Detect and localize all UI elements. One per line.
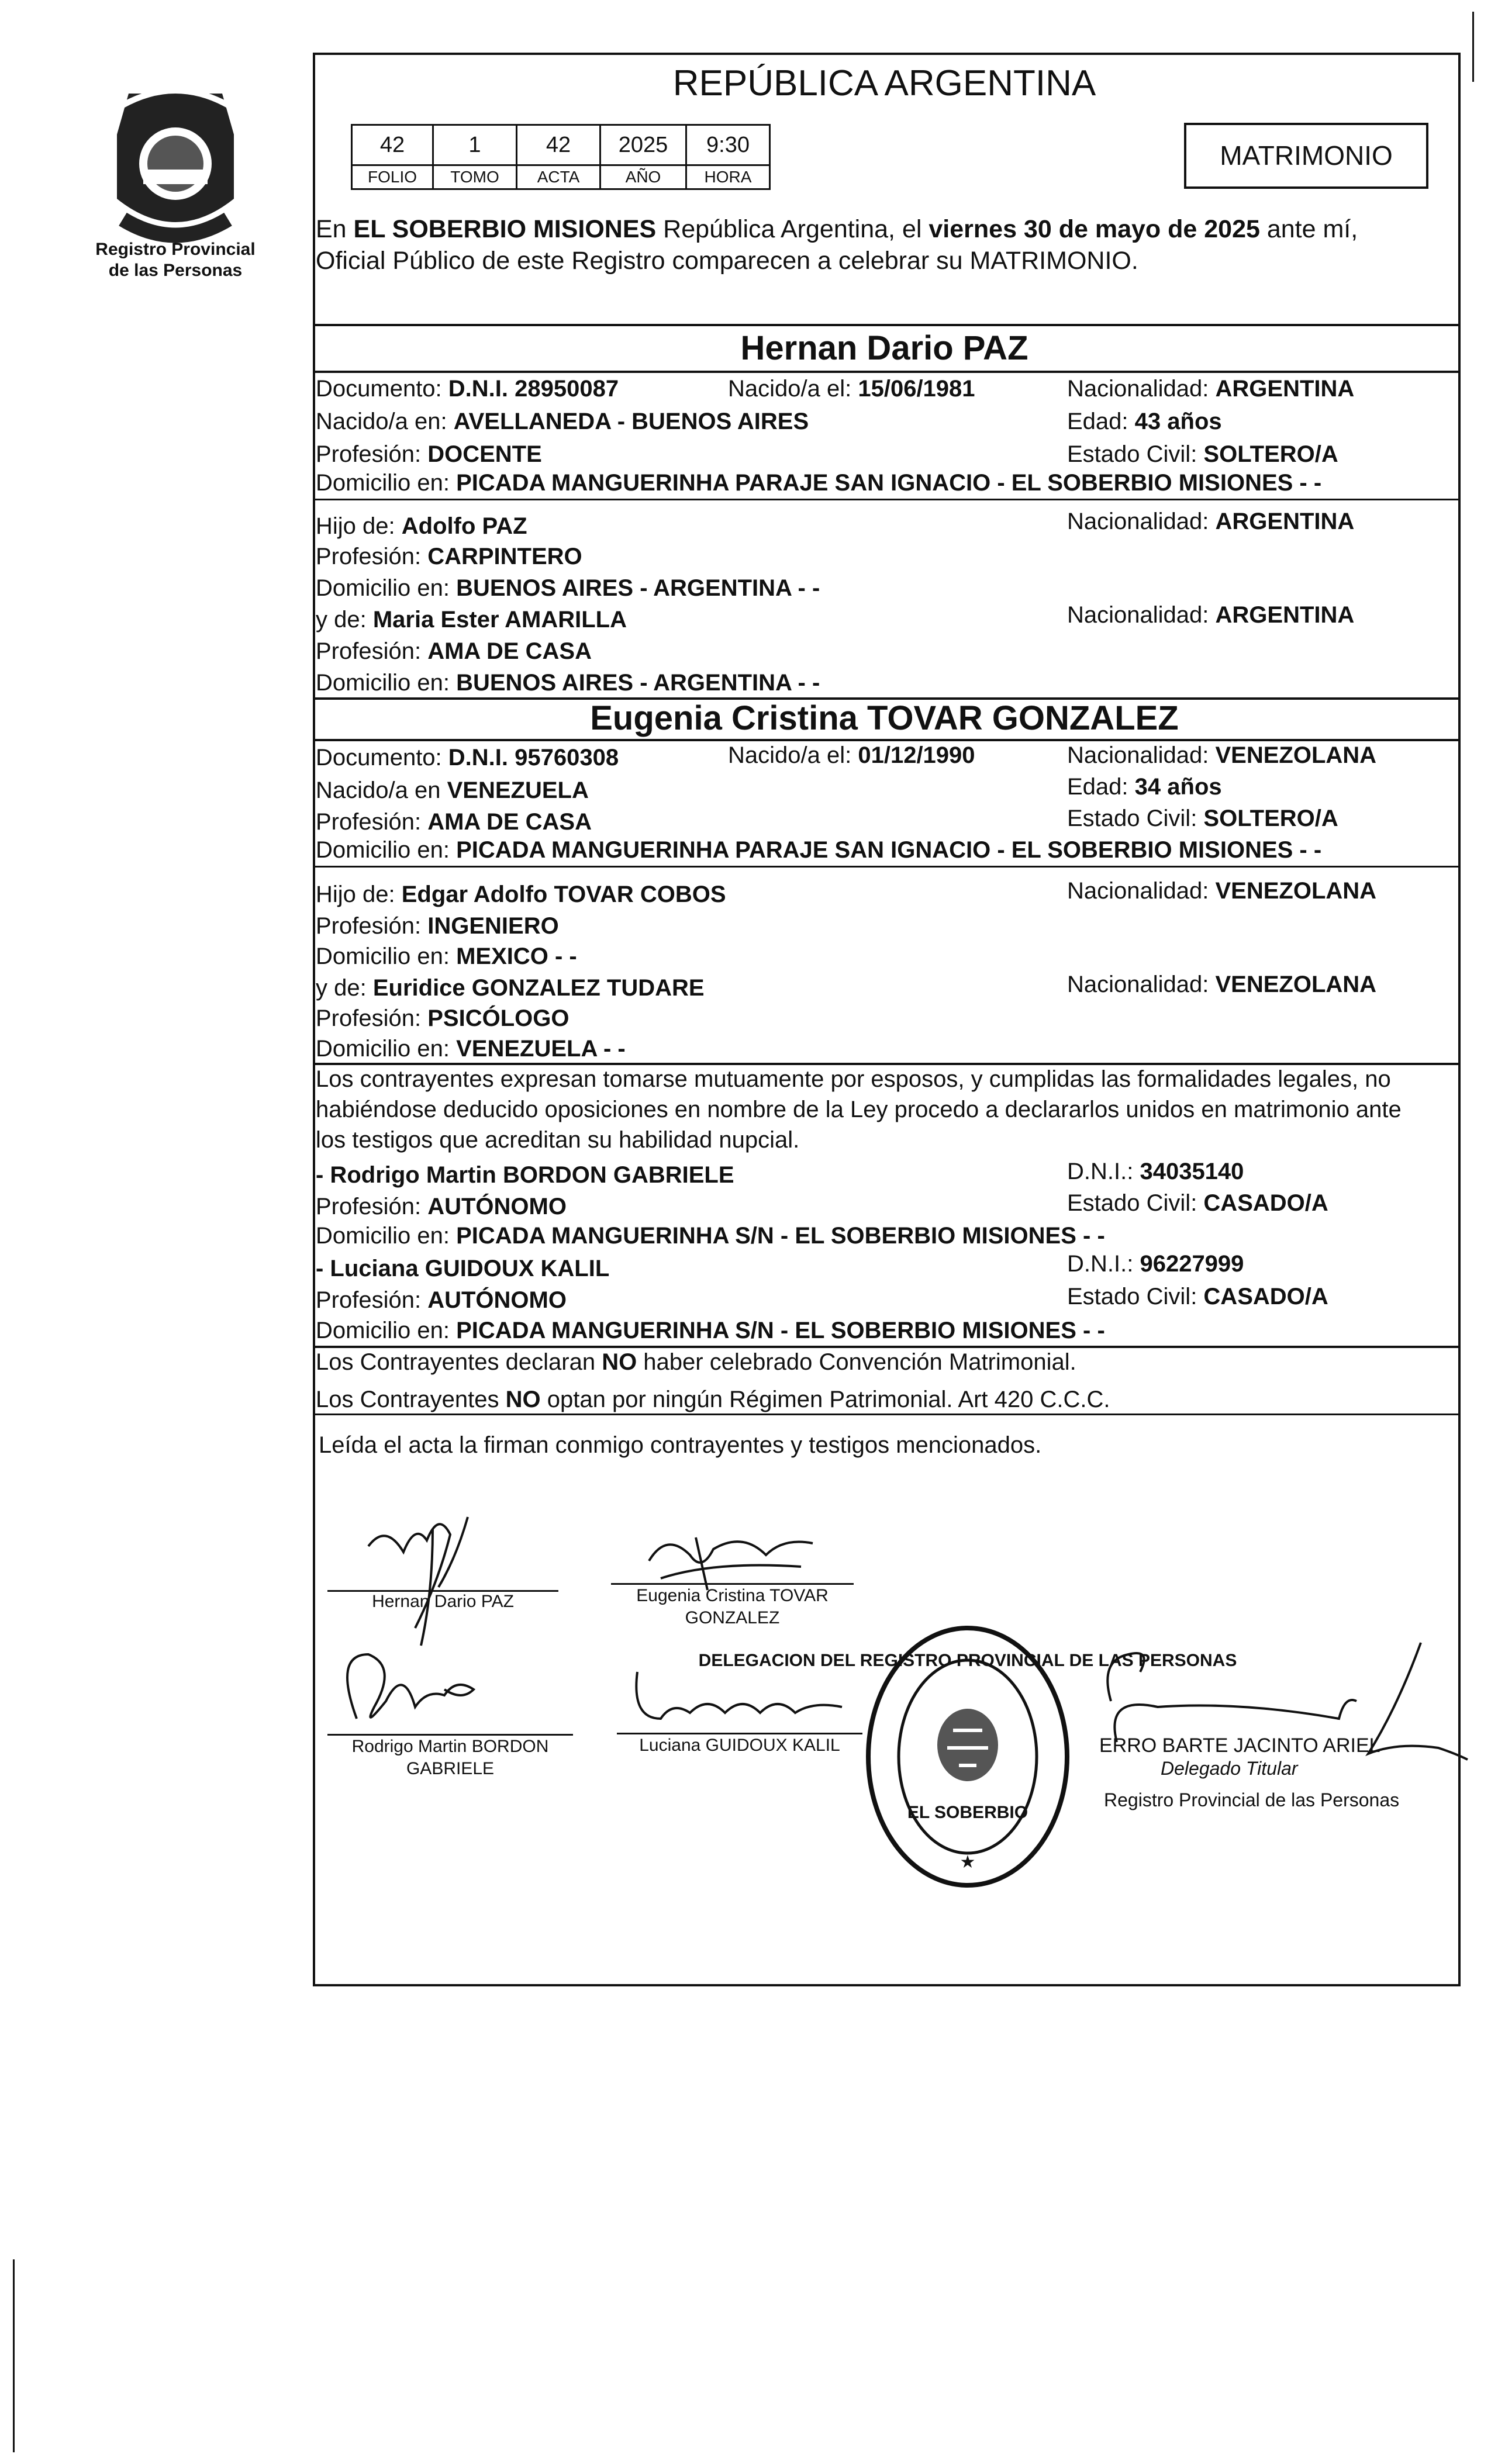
groom-father-profession [316,542,582,571]
label: Domicilio en: [316,670,457,696]
label: Domicilio en: [316,470,457,496]
bride-birthplace [316,776,589,804]
witness-1-civil-status [1067,1189,1328,1217]
value: VENEZOLANA [1215,878,1377,904]
folio-value: 42 [352,125,433,165]
declaration-line-3: los testigos que acreditan su habilidad nupcial. [316,1127,800,1153]
divider [313,866,1461,868]
label: Documento: [316,376,448,402]
label: Domicilio en: [316,1036,457,1062]
witness-1-signature-line [327,1734,573,1736]
value: VENEZOLANA [1215,742,1377,768]
label: Domicilio en: [316,1318,457,1343]
value: PICADA MANGUERINHA S/N - EL SOBERBIO MISIONES - - [456,1318,1105,1343]
label: Hijo de: [316,513,402,539]
anio-value: 2025 [600,125,686,165]
declaration-line-2: habiéndose deducido oposiciones en nombre de la Ley procedo a declararlos unidos en matrimonio ante [316,1097,1402,1122]
value: 01/12/1990 [858,742,975,768]
witness-2-address [316,1316,1105,1345]
divider [313,499,1461,500]
act-type-box [1184,123,1428,189]
tomo-label: TOMO [433,165,517,189]
label: Estado Civil: [1067,806,1204,831]
registry-table [351,124,771,190]
label: Profesión: [316,441,428,467]
act-type: MATRIMONIO [1220,140,1393,171]
groom-nationality [1067,375,1354,403]
country-title: REPÚBLICA ARGENTINA [672,63,1096,103]
label: Estado Civil: [1067,1284,1204,1309]
value: VENEZOLANA [1215,972,1377,997]
intro-p3: ante mí, [1259,215,1358,243]
value: SOLTERO/A [1203,441,1338,467]
label: Hijo de: [316,882,402,907]
value: ARGENTINA [1215,376,1355,402]
intro-p1: En [316,215,354,243]
groom-mother-nationality [1067,601,1354,629]
acta-label: ACTA [517,165,600,189]
bride-signature-name-1: Eugenia Cristina TOVAR [636,1586,829,1605]
scan-mark [13,2259,15,2452]
star-icon: ★ [959,1853,976,1872]
acta-value: 42 [517,125,600,165]
text: optan por ningún Régimen Patrimonial. Art 420 C.C.C. [540,1387,1110,1412]
witness-1-address [316,1222,1105,1250]
tomo-value: 1 [433,125,517,165]
value: AVELLANEDA - BUENOS AIRES [453,409,809,434]
registry-label-2: de las Personas [108,261,243,280]
value: CARPINTERO [427,544,582,569]
bride-profession [316,808,592,836]
value: VENEZUELA - - [456,1036,626,1062]
groom-mother-address [316,669,820,697]
bride-age [1067,773,1222,801]
bride-address [316,836,1321,864]
label: Domicilio en: [316,944,457,969]
label: Documento: [316,745,448,770]
value: DOCENTE [427,441,542,467]
groom-signature [351,1511,526,1651]
value: AUTÓNOMO [427,1194,567,1219]
value: INGENIERO [427,913,559,939]
bride-signature-name-2: GONZALEZ [685,1608,780,1627]
groom-mother-profession [316,637,592,665]
bride-mother [316,974,705,1002]
groom-profession [316,440,542,468]
regime-line-2 [316,1385,1110,1414]
label: Profesión: [316,1005,428,1031]
value: MEXICO - - [456,944,577,969]
label: Nacido/a en [316,777,447,803]
registry-label-1: Registro Provincial [95,240,256,259]
value: Euridice GONZALEZ TUDARE [372,975,705,1001]
official-organization: Registro Provincial de las Personas [1104,1789,1400,1810]
folio-label: FOLIO [352,165,433,189]
official-title: Delegado Titular [1161,1758,1298,1779]
label: Nacionalidad: [1067,742,1216,768]
witness-2-signature [620,1660,865,1736]
value: AUTÓNOMO [427,1287,567,1313]
closing-statement: Leída el acta la firman conmigo contrayentes y testigos mencionados. [319,1432,1042,1458]
intro-place: EL SOBERBIO MISIONES [353,215,657,243]
label: Profesión: [316,1194,428,1219]
label: Profesión: [316,913,428,939]
groom-father [316,512,527,540]
hora-label: HORA [686,165,770,189]
official-name: ERRO BARTE JACINTO ARIEL [1099,1734,1380,1757]
label: y de: [316,975,373,1001]
label: Nacido/a el: [728,742,858,768]
divider [313,371,1461,373]
value: ARGENTINA [1215,509,1355,534]
value: PICADA MANGUERINHA PARAJE SAN IGNACIO - EL SOBERBIO MISIONES - - [456,470,1322,496]
witness-2-dni [1067,1250,1244,1278]
bride-father-nationality [1067,877,1376,905]
value: 34 años [1134,774,1222,800]
divider [313,324,1461,326]
value: 96227999 [1140,1251,1244,1277]
label: Domicilio en: [316,837,457,863]
value: SOLTERO/A [1203,806,1338,831]
label: Estado Civil: [1067,1190,1204,1216]
witness-2-signature-line [617,1733,862,1734]
intro-p2: República Argentina, el [656,215,929,243]
witness-1-name: - Rodrigo Martin BORDON GABRIELE [316,1162,734,1188]
groom-mother [316,606,627,634]
value: VENEZUELA [447,777,589,803]
label: Nacionalidad: [1067,376,1216,402]
text: Los Contrayentes [316,1387,506,1412]
label: Nacionalidad: [1067,878,1216,904]
witness-1-signature-name-2: GABRIELE [406,1759,495,1778]
text: Los Contrayentes declaran [316,1349,602,1375]
value: 15/06/1981 [858,376,975,402]
label: Domicilio en: [316,575,457,601]
intro-line-2: Oficial Público de este Registro comparecen a celebrar su MATRIMONIO. [316,247,1138,275]
witness-1-signature-name-1: Rodrigo Martin BORDON [351,1737,549,1756]
value: BUENOS AIRES - ARGENTINA - - [456,670,820,696]
value: CASADO/A [1203,1284,1328,1309]
value: D.N.I. 28950087 [448,376,619,402]
groom-document [316,375,619,403]
bride-mother-profession [316,1004,569,1032]
value: D.N.I. 95760308 [448,745,619,770]
bride-father-address [316,942,577,970]
bride-name: Eugenia Cristina TOVAR GONZALEZ [590,699,1179,737]
bride-signature-line [611,1583,854,1585]
scan-mark [1472,12,1474,82]
label: Profesión: [316,1287,428,1313]
groom-age [1067,407,1222,436]
value: BUENOS AIRES - ARGENTINA - - [456,575,820,601]
anio-label: AÑO [600,165,686,189]
witness-2-signature-name: Luciana GUIDOUX KALIL [639,1736,840,1755]
divider [313,1414,1461,1415]
intro-line-1 [316,215,1358,243]
label: Nacionalidad: [1067,972,1216,997]
value: Adolfo PAZ [401,513,527,539]
witness-2-profession [316,1286,567,1314]
bride-document [316,744,619,772]
label: Profesión: [316,544,428,569]
label: Nacionalidad: [1067,509,1216,534]
stamp-ring-text: DELEGACION DEL REGISTRO PROVINCIAL DE LAS PERSONAS [698,1651,1237,1670]
regime-line-1 [316,1348,1076,1376]
emphasis: NO [505,1387,541,1412]
witness-2-civil-status [1067,1283,1328,1311]
value: 34035140 [1140,1159,1244,1184]
label: Edad: [1067,409,1135,434]
value: Edgar Adolfo TOVAR COBOS [401,882,726,907]
value: Maria Ester AMARILLA [372,607,627,633]
groom-name: Hernan Dario PAZ [740,329,1028,367]
value: AMA DE CASA [427,638,592,664]
witness-1-signature [327,1631,515,1736]
witness-1-profession [316,1193,567,1221]
bride-mother-nationality [1067,970,1376,998]
stamp-inner-text: EL SOBERBIO [907,1803,1028,1822]
intro-date: viernes 30 de mayo de 2025 [929,215,1260,243]
value: PSICÓLOGO [427,1005,569,1031]
value: AMA DE CASA [427,809,592,835]
label: D.N.I.: [1067,1251,1140,1277]
value: PICADA MANGUERINHA S/N - EL SOBERBIO MISIONES - - [456,1223,1105,1249]
label: Domicilio en: [316,1223,457,1249]
label: Edad: [1067,774,1135,800]
label: y de: [316,607,373,633]
bride-birthdate [728,741,975,769]
groom-signature-name: Hernan Dario PAZ [372,1592,514,1611]
groom-father-nationality [1067,507,1354,535]
bride-nationality [1067,741,1376,769]
text: haber celebrado Convención Matrimonial. [637,1349,1076,1375]
witness-2-name: - Luciana GUIDOUX KALIL [316,1256,610,1281]
label: Nacionalidad: [1067,602,1216,628]
groom-birthdate [728,375,975,403]
label: Profesión: [316,809,428,835]
value: ARGENTINA [1215,602,1355,628]
bride-civil-status [1067,804,1338,832]
bride-father-profession [316,912,559,940]
label: Profesión: [316,638,428,664]
value: PICADA MANGUERINHA PARAJE SAN IGNACIO - EL SOBERBIO MISIONES - - [456,837,1322,863]
value: CASADO/A [1203,1190,1328,1216]
witness-1-dni [1067,1157,1244,1186]
label: D.N.I.: [1067,1159,1140,1184]
label: Nacido/a en: [316,409,454,434]
province-logo [88,82,263,251]
declaration-line-1: Los contrayentes expresan tomarse mutuamente por esposos, y cumplidas las formalidades legales, no [316,1066,1391,1092]
groom-address [316,469,1321,497]
groom-civil-status [1067,440,1338,468]
emphasis: NO [602,1349,637,1375]
value: 43 años [1134,409,1222,434]
label: Estado Civil: [1067,441,1204,467]
groom-father-address [316,574,820,602]
groom-birthplace [316,407,809,436]
hora-value: 9:30 [686,125,770,165]
bride-mother-address [316,1035,626,1063]
label: Nacido/a el: [728,376,858,402]
bride-father [316,880,726,908]
